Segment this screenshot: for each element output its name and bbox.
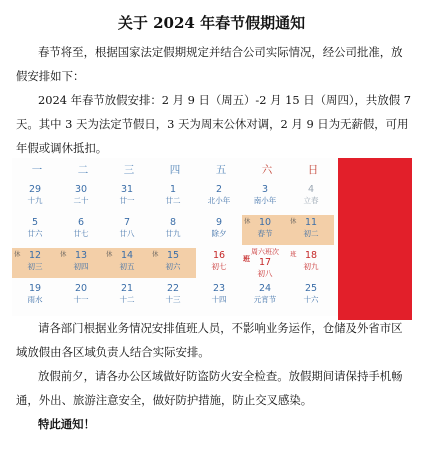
day-number: 11 <box>304 217 318 228</box>
schedule-paragraph: 2024 年春节放假安排：2 月 9 日（周五）-2 月 15 日（周四），共放假 7 天。其中 3 天为法定节假日，3 天为周末公休对调，2 月 9 日为无薪假，可用年假或调休抵扣。 <box>16 93 411 155</box>
lunar-label: 南小年 <box>253 196 277 205</box>
calendar-day-cell <box>58 215 104 245</box>
lunar-label: 十一 <box>73 295 89 304</box>
lunar-label: 十三 <box>165 295 181 304</box>
rest-tag: 休 <box>290 217 297 225</box>
calendar-day-cell <box>58 281 104 311</box>
weekday-label: 二 <box>77 164 89 176</box>
lunar-label: 初六 <box>165 262 181 271</box>
day-number: 7 <box>123 217 131 228</box>
day-number: 21 <box>120 283 134 294</box>
calendar-day-cell <box>196 215 242 245</box>
calendar-day-cell <box>150 182 196 212</box>
weekday-label: 一 <box>31 164 43 176</box>
lunar-label: 初四 <box>73 262 89 271</box>
calendar-day-cell <box>104 182 150 212</box>
day-number: 16 <box>212 250 226 261</box>
calendar-day-cell <box>288 248 334 278</box>
lunar-label: 初五 <box>119 262 135 271</box>
rest-tag: 休 <box>14 250 21 258</box>
weekday-label: 六 <box>261 164 273 176</box>
calendar-weekday-header <box>12 158 334 180</box>
closing-paragraph: 特此通知！ <box>38 417 95 431</box>
day-number: 15 <box>166 250 180 261</box>
lunar-label: 立春 <box>303 196 319 205</box>
calendar-day-cell <box>150 281 196 311</box>
day-number: 3 <box>261 184 269 195</box>
calendar-day-cell <box>150 215 196 245</box>
lunar-label: 十二 <box>119 295 135 304</box>
day-number: 20 <box>74 283 88 294</box>
lunar-label: 初八 <box>257 269 273 278</box>
lunar-label: 廿一 <box>119 196 135 205</box>
lunar-label: 初九 <box>303 262 319 271</box>
day-number: 23 <box>212 283 226 294</box>
weekday-label: 日 <box>307 164 319 176</box>
day-number: 29 <box>28 184 42 195</box>
rest-tag: 休 <box>152 250 159 258</box>
day-number: 31 <box>120 184 134 195</box>
day-number: 8 <box>169 217 177 228</box>
safety-paragraph: 放假前夕，请各办公区域做好防盗防火安全检查。放假期间请保持手机畅通，外出、旅游注意安全，做好防护措施，防止交叉感染。 <box>16 369 403 407</box>
lunar-label: 元宵节 <box>253 295 277 304</box>
intro-paragraph: 春节将至，根据国家法定假期规定并结合公司实际情况，经公司批准，放假安排如下： <box>16 45 403 83</box>
lunar-label: 十四 <box>211 295 227 304</box>
lunar-label: 二十 <box>73 196 89 205</box>
calendar-day-cell <box>242 281 288 311</box>
holiday-calendar <box>12 158 412 316</box>
shift-note: 周六班次 <box>251 248 279 256</box>
work-tag: 班 <box>290 250 297 258</box>
calendar-day-cell <box>288 215 334 245</box>
calendar-day-cell <box>12 281 58 311</box>
lunar-label: 雨水 <box>27 295 43 304</box>
lunar-label: 除夕 <box>211 229 227 238</box>
day-number: 10 <box>258 217 272 228</box>
calendar-day-cell <box>150 248 196 278</box>
calendar-day-cell <box>288 281 334 311</box>
day-number: 5 <box>31 217 39 228</box>
calendar-red-banner <box>338 158 412 320</box>
rest-tag: 休 <box>244 217 251 225</box>
day-number: 1 <box>169 184 177 195</box>
calendar-day-cell <box>104 281 150 311</box>
day-number: 22 <box>166 283 180 294</box>
calendar-day-cell <box>288 182 334 212</box>
lunar-label: 春节 <box>257 229 273 238</box>
day-number: 12 <box>28 250 42 261</box>
lunar-label: 廿九 <box>165 229 181 238</box>
calendar-day-cell <box>12 215 58 245</box>
lunar-label: 初三 <box>27 262 43 271</box>
calendar-day-cell <box>242 182 288 212</box>
lunar-label: 北小年 <box>207 196 231 205</box>
calendar-day-cell <box>12 182 58 212</box>
calendar-day-cell <box>196 182 242 212</box>
calendar-day-cell <box>104 248 150 278</box>
calendar-day-cell <box>104 215 150 245</box>
lunar-label: 十九 <box>27 196 43 205</box>
day-number: 19 <box>28 283 42 294</box>
day-number: 25 <box>304 283 318 294</box>
work-tag: 班 <box>243 255 250 263</box>
day-number: 13 <box>74 250 88 261</box>
day-number: 18 <box>304 250 318 261</box>
day-number: 24 <box>258 283 272 294</box>
day-number: 17 <box>258 257 272 268</box>
day-number: 9 <box>215 217 223 228</box>
lunar-label: 十六 <box>303 295 319 304</box>
day-number: 4 <box>307 184 315 195</box>
weekday-label: 五 <box>215 164 227 176</box>
lunar-label: 初七 <box>211 262 227 271</box>
day-number: 2 <box>215 184 223 195</box>
calendar-day-cell <box>12 248 58 278</box>
duty-paragraph: 请各部门根据业务情况安排值班人员，不影响业务运作，仓储及外省市区域放假由各区域负责人结合实际安排。 <box>16 321 403 359</box>
lunar-label: 廿七 <box>73 229 89 238</box>
lunar-label: 初二 <box>303 229 319 238</box>
calendar-day-cell <box>196 281 242 311</box>
page-title: 关于 2024 年春节假期通知 <box>117 14 306 32</box>
rest-tag: 休 <box>106 250 113 258</box>
lunar-label: 廿八 <box>119 229 135 238</box>
rest-tag: 休 <box>60 250 67 258</box>
calendar-day-cell <box>58 182 104 212</box>
day-number: 6 <box>77 217 85 228</box>
weekday-label: 四 <box>169 164 181 176</box>
lunar-label: 廿六 <box>27 229 43 238</box>
calendar-day-cell <box>196 248 250 278</box>
calendar-day-cell <box>242 215 288 245</box>
calendar-day-cell <box>242 248 288 278</box>
weekday-label: 三 <box>123 164 135 176</box>
day-number: 30 <box>74 184 88 195</box>
lunar-label: 廿二 <box>165 196 181 205</box>
calendar-day-cell <box>58 248 104 278</box>
day-number: 14 <box>120 250 134 261</box>
